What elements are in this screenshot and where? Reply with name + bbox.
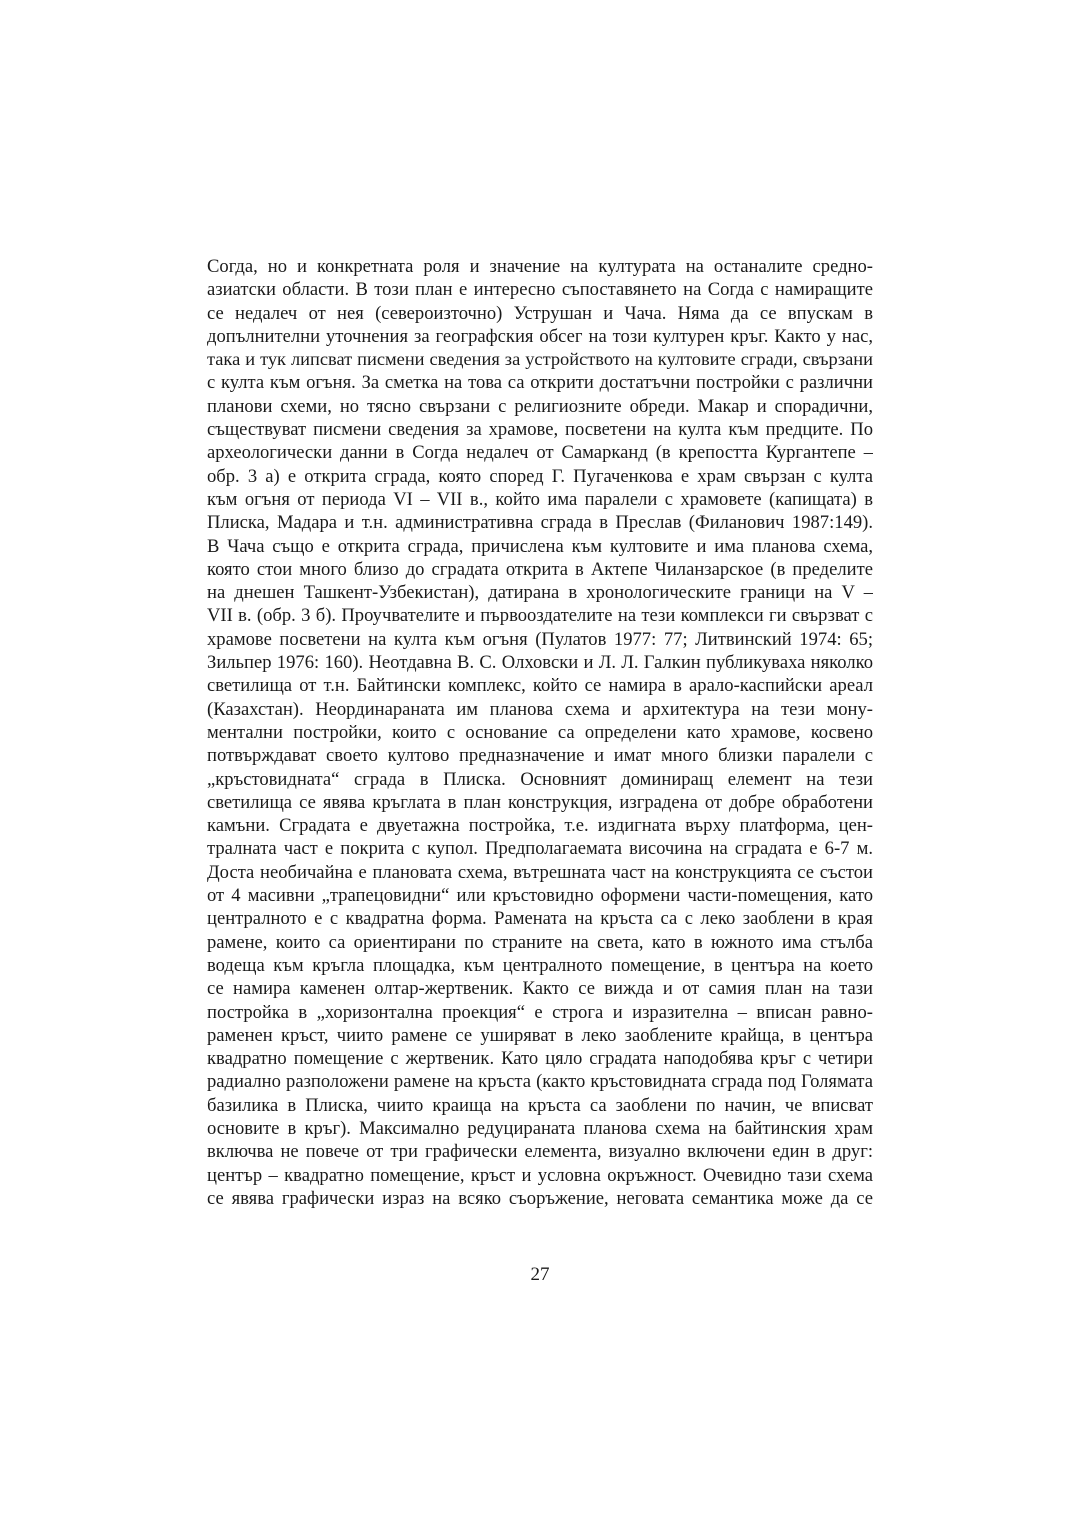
text-line: ментални постройки, които с основание са определени като храмове, косвено [207, 721, 873, 743]
text-line: базилика в Плиска, чиито краища на кръста са заоблени по начин, че вписват [207, 1094, 873, 1116]
text-line: храмове посветени на култа към огъня (Пулатов 1977: 77; Литвинский 1974: 65; [207, 628, 873, 650]
text-line: светилища от т.н. Байтински комплекс, който се намира в арало-каспийски ареал [207, 675, 873, 697]
text-line: обр. 3 а) е открита сграда, която според Г. Пугаченкова е храм свързан с култа [207, 465, 873, 487]
text-line: се недалеч от нея (североизточно) Уструшан и Чача. Няма да се впускам в [207, 302, 873, 324]
text-line: Плиска, Мадара и т.н. административна сграда в Преслав (Филанович 1987:149). [207, 512, 873, 534]
text-line: Доста необичайна е плановата схема, вътрешната част на конструкцията се състои [207, 861, 873, 883]
text-line: Зильпер 1976: 160). Неотдавна В. С. Олховски и Л. Л. Галкин публикуваха няколко [207, 652, 873, 674]
text-line: VII в. (обр. 3 б). Проучвателите и първооздателите на тези комплекси ги свързват с [207, 605, 873, 627]
text-line: тралната част е покрита с купол. Предполагаемата височина на сградата е 6-7 м. [207, 838, 873, 860]
text-line: се явява графически израз на всяко съоръжение, неговата семантика може да се [207, 1187, 873, 1209]
text-line: „кръстовидната“ сграда в Плиска. Основният доминиращ елемент на тези [207, 768, 873, 790]
text-line: квадратно помещение с жертвеник. Като цяло сградата наподобява кръг с четири [207, 1048, 873, 1070]
text-line: включва не повече от три графически елемента, визуално включени един в друг: [207, 1141, 873, 1163]
text-line: Согда, но и конкретната роля и значение на културата на останалите средно- [207, 256, 873, 277]
text-line: от 4 масивни „трапецовидни“ или кръстовидно оформени части-помещения, като [207, 885, 873, 907]
text-line: се намира каменен олтар-жертвеник. Както се вижда и от самия план на тази [207, 978, 873, 1000]
page-number: 27 [530, 1264, 550, 1285]
text-line: съществуват писмени сведения за храмове, посветени на култа към предците. По [207, 419, 873, 441]
text-line: към огъня от периода VI – VII в., който има паралели с храмовете (капищата) в [207, 488, 873, 510]
text-line: централното е с квадратна форма. Рамената на кръста са с леко заоблени в края [207, 908, 873, 930]
text-line: раменен кръст, чиито рамене се уширяват в леко заоблените крайща, в центъра [207, 1024, 873, 1046]
text-line: камъни. Сградата е двуетажна постройка, т.е. издигната върху платформа, цен- [207, 815, 873, 837]
text-line: азиатски области. В този план е интересно съпоставянето на Согда с намиращите [207, 279, 873, 301]
text-line: с култа към огъня. За сметка на това са открити достатъчни постройки с различни [207, 372, 873, 394]
text-line: водеща към кръгла площадка, към централното помещение, в центъра на което [207, 954, 873, 976]
text-line: В Чача също е открита сграда, причислена към култовите и има планова схема, [207, 535, 873, 557]
text-line: допълнителни уточнения за географския обсег на този културен кръг. Както у нас, [207, 325, 873, 347]
text-line: така и тук липсват писмени сведения за устройството на култовите сгради, свързани [207, 349, 873, 370]
text-line: основите в кръг). Максимално редуцираната планова схема на байтинския храм [207, 1117, 873, 1139]
text-line: която стои много близо до сградата открита в Актепе Чиланзарское (в пределите [207, 558, 873, 580]
text-line: център – квадратно помещение, кръст и условна окръжност. Очевидно тази схема [207, 1164, 873, 1186]
text-line: постройка в „хоризонтална проекция“ е строга и изразителна – вписан равно- [207, 1001, 873, 1023]
text-line: светилища се явява кръглата в план конструкция, изградена от добре обработени [207, 791, 873, 813]
text-line: рамене, които са ориентирани по страните на света, като в южното има стълба [207, 931, 873, 953]
text-line: радиално разположени рамене на кръста (както кръстовидната сграда под Голямата [207, 1071, 873, 1093]
text-line: потвърждават своето култово предназначение и имат много близки паралели с [207, 745, 873, 767]
text-line: планови схеми, но тясно свързани с религиозните обреди. Макар и спорадични, [207, 395, 873, 417]
text-line: археологически данни в Согда недалеч от Самарканд (в крепостта Кургантепе – [207, 442, 873, 464]
text-line: (Казахстан). Неординараната им планова схема и архитектура на тези мону- [207, 698, 873, 720]
text-line: на днешен Ташкент-Узбекистан), датирана в хронологическите граници на V – [207, 582, 873, 604]
body-text [207, 255, 873, 1210]
